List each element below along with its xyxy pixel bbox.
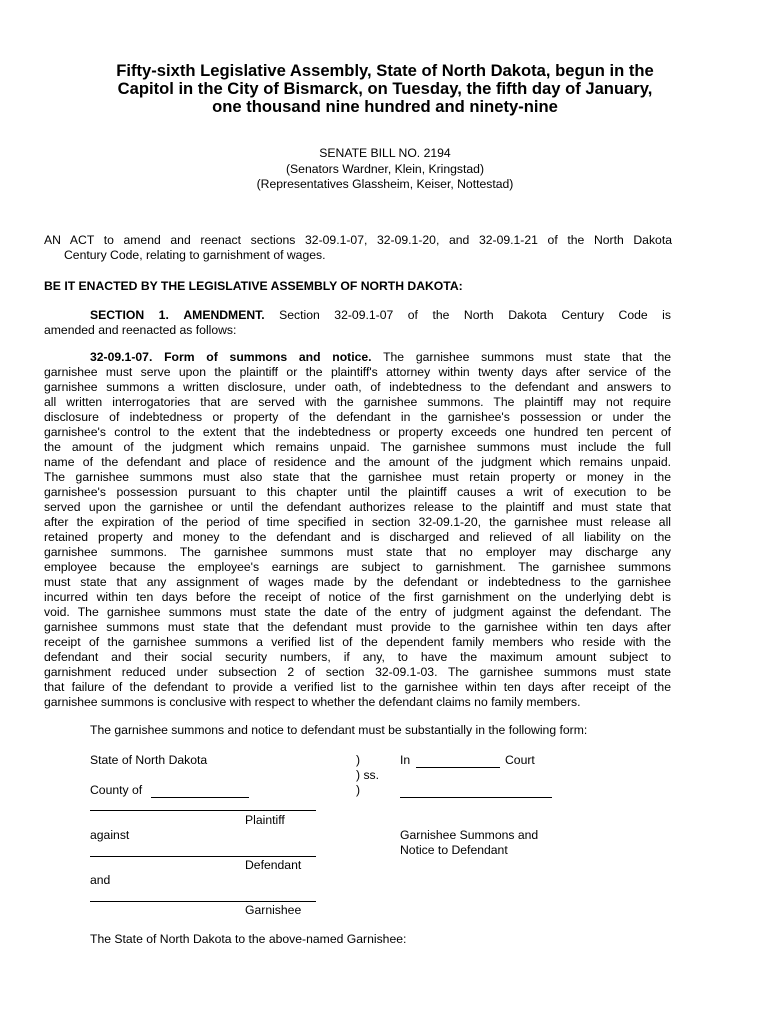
- act-title: [44, 233, 672, 263]
- form-intro: The garnishee summons and notice to defendant must be substantially in the following form:: [90, 723, 588, 737]
- act-line-1: AN ACT to amend and reenact sections 32-09.1-07, 32-09.1-20, and 32-09.1-21 of the North Dakota: [44, 233, 672, 247]
- section-1-line-1: [44, 308, 671, 323]
- body-line: retained property and money to the defendant and is discharged and relieved of all liability on the: [44, 530, 671, 544]
- bill-representatives: (Representatives Glassheim, Keiser, Nottestad): [256, 177, 514, 191]
- body-line-text: The garnishee summons must state that the: [383, 350, 671, 364]
- form-ss: ) ss.: [356, 768, 380, 782]
- heading-line-1: Fifty-sixth Legislative Assembly, State of North Dakota, begun in the: [116, 61, 654, 80]
- form-plaintiff-label: Plaintiff: [245, 813, 285, 827]
- body-line: garnishee summons is conclusive with respect to whether the defendant claims no family members.: [44, 695, 581, 709]
- defendant-name-blank[interactable]: [90, 856, 316, 857]
- body-line: garnishment reduced under subsection 2 of section 32-09.1-03. The garnishee summons must state: [44, 665, 671, 679]
- body-line: garnishee's possession pursuant to this chapter until the plaintiff causes a writ of execution to be: [44, 485, 671, 499]
- body-line: defendant and their social security numbers, if any, to have the maximum amount subject to: [44, 650, 671, 664]
- form-county-label: County of: [90, 783, 143, 797]
- section-heading: 32-09.1-07. Form of summons and notice.: [90, 350, 372, 364]
- section-1-intro: [44, 308, 671, 338]
- form-paren-1: ): [356, 753, 361, 767]
- assembly-heading: [40, 62, 730, 116]
- court-name-blank[interactable]: [416, 767, 500, 768]
- form-paren-3: ): [356, 783, 361, 797]
- body-line: served upon the garnishee or until the defendant authorizes release to the plaintiff and must state that: [44, 500, 671, 514]
- county-name-blank[interactable]: [151, 797, 249, 798]
- form-in-label: In: [400, 753, 411, 767]
- heading-line-3: one thousand nine hundred and ninety-nine: [212, 97, 558, 116]
- bill-senators: (Senators Wardner, Klein, Kringstad): [285, 161, 485, 176]
- body-line: void. The garnishee summons must state the date of the entry of judgment against the defendant. The: [44, 605, 671, 619]
- body-line: after the expiration of the period of time specified in section 32-09.1-20, the garnishee must release all: [44, 515, 671, 529]
- form-doc-title-2: Notice to Defendant: [400, 843, 508, 857]
- section-body: [44, 350, 671, 710]
- body-line: [44, 350, 671, 365]
- form-garnishee-label: Garnishee: [245, 903, 302, 917]
- form-state: State of North Dakota: [90, 753, 208, 767]
- bill-number: SENATE BILL NO. 2194: [319, 146, 451, 160]
- closing-line: The State of North Dakota to the above-named Garnishee:: [90, 932, 407, 946]
- body-line: The garnishee summons must also state that the garnishee must retain property or money in the: [44, 470, 671, 484]
- body-line: receipt of the garnishee summons a verified list of the dependent family members who reside with the: [44, 635, 671, 649]
- body-line: garnishee must serve upon the plaintiff or the plaintiff's attorney within twenty days after service of the: [44, 365, 671, 379]
- section-1-label: SECTION 1.: [90, 308, 169, 322]
- bill-header: [40, 146, 730, 193]
- section-1-amendment: AMENDMENT.: [183, 308, 265, 322]
- body-line: garnishee summons a written disclosure, under oath, of indebtedness to the defendant and answers to: [44, 380, 671, 394]
- body-line: employee because the employee's earnings are subject to garnishment. The garnishee summons: [44, 560, 671, 574]
- form-court-label: Court: [505, 753, 535, 767]
- body-line: garnishee's control to the extent that the indebtedness or property exceeds one hundred ten percent of: [44, 425, 671, 439]
- form-and: and: [90, 873, 111, 887]
- act-line-2: Century Code, relating to garnishment of wages.: [64, 248, 326, 262]
- body-line: the amount of the judgment which remains unpaid. The garnishee summons must include the full: [44, 440, 671, 454]
- section-1-text: Section 32-09.1-07 of the North Dakota Century Code is: [279, 308, 671, 322]
- section-1-line-2: amended and reenacted as follows:: [44, 323, 237, 337]
- enacting-clause: BE IT ENACTED BY THE LEGISLATIVE ASSEMBLY OF NORTH DAKOTA:: [44, 279, 463, 293]
- heading-line-2: Capitol in the City of Bismarck, on Tuesday, the fifth day of January,: [117, 79, 653, 98]
- form-against: against: [90, 828, 130, 842]
- body-line: disclosure of indebtedness or property of the defendant in the garnishee's possession or under the: [44, 410, 671, 424]
- body-line: incurred within ten days before the receipt of notice of the first garnishment on the underlying debt is: [44, 590, 671, 604]
- body-line: garnishee summons must state that the defendant must provide to the garnishee within ten days after: [44, 620, 671, 634]
- garnishee-name-blank[interactable]: [90, 901, 316, 902]
- form-doc-title-1: Garnishee Summons and: [400, 828, 539, 842]
- plaintiff-name-blank[interactable]: [90, 810, 316, 811]
- body-line: garnishee summons. The garnishee summons must state that no employer may discharge any: [44, 545, 671, 559]
- form-defendant-label: Defendant: [245, 858, 302, 872]
- body-line: that failure of the defendant to provide a verified list to the garnishee within ten days after receipt of the: [44, 680, 671, 694]
- body-line: must state that any assignment of wages made by the defendant or indebtedness to the garnishee: [44, 575, 671, 589]
- court-district-blank[interactable]: [400, 797, 552, 798]
- body-line: name of the defendant and place of residence and the amount of the judgment which remains unpaid.: [44, 455, 671, 469]
- body-line: all written interrogatories that are served with the garnishee summons. The plaintiff may not require: [44, 395, 671, 409]
